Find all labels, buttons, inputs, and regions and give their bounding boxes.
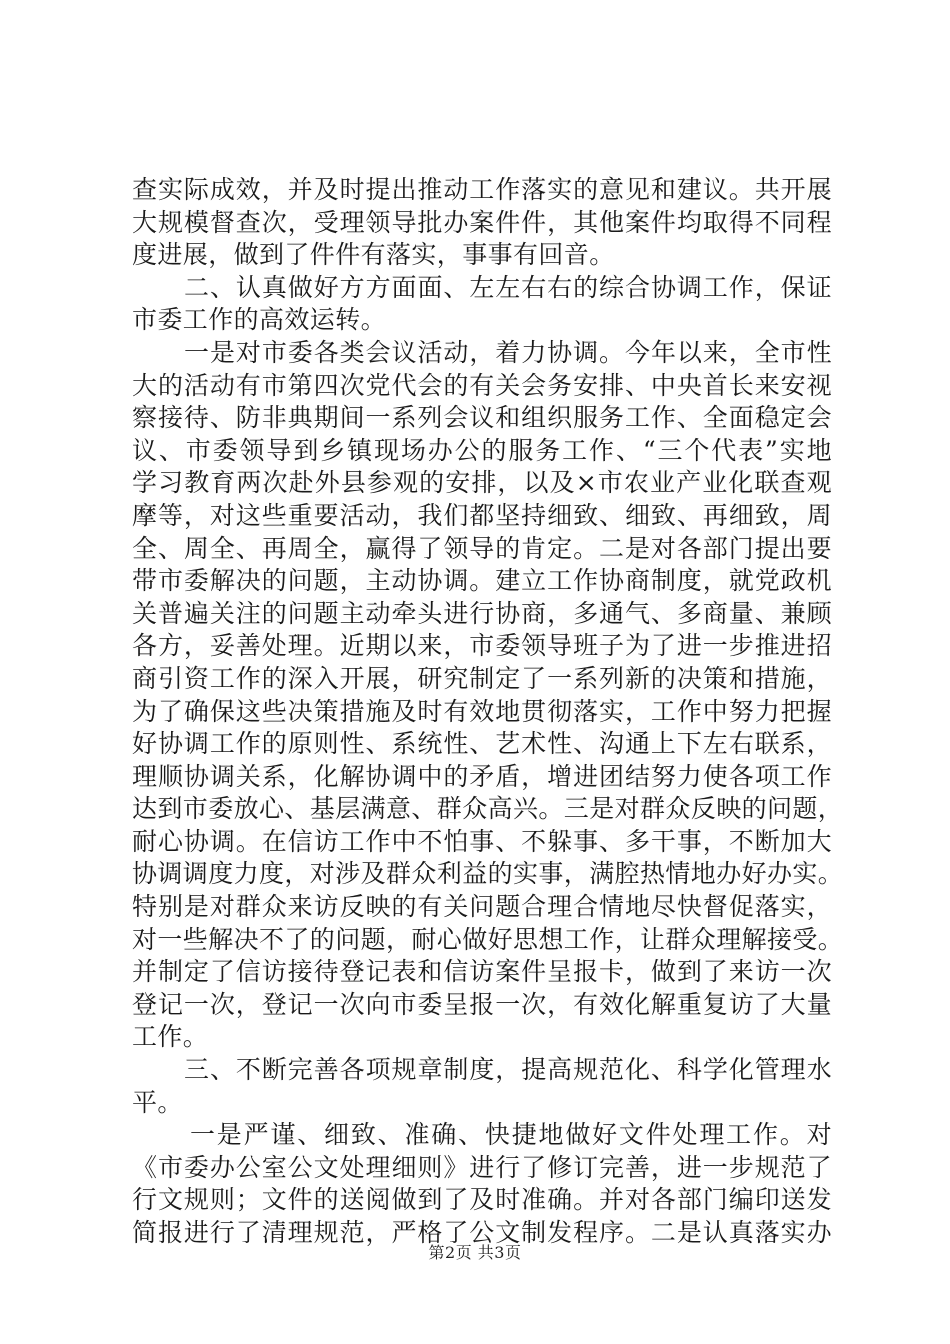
paragraph-line: 大规模督查次，受理领导批办案件件，其他案件均取得不同程 bbox=[132, 207, 832, 237]
paragraph-line: 行文规则；文件的送阅做到了及时准确。并对各部门编印送发 bbox=[132, 1185, 832, 1215]
paragraph-line: 度进展，做到了件件有落实，事事有回音。 bbox=[132, 240, 615, 270]
paragraph-line: 为了确保这些决策措施及时有效地贯彻落实，工作中努力把握 bbox=[132, 696, 832, 726]
paragraph-line: 摩等，对这些重要活动，我们都坚持细致、细致、再细致，周 bbox=[132, 500, 832, 530]
paragraph-line: 理顺协调关系，化解协调中的矛盾，增进团结努力使各项工作 bbox=[132, 761, 832, 791]
section-heading-line: 三、不断完善各项规章制度，提高规范化、科学化管理水 bbox=[184, 1055, 832, 1085]
paragraph-line: 查实际成效，并及时提出推动工作落实的意见和建议。共开展 bbox=[132, 175, 832, 204]
paragraph-line: 学习教育两次赴外县参观的安排，以及×市农业产业化联查观 bbox=[132, 468, 832, 498]
paragraph-line: 商引资工作的深入开展，研究制定了一系列新的决策和措施， bbox=[132, 663, 832, 693]
document-body bbox=[132, 174, 844, 1250]
paragraph-line: 全、周全、再周全，赢得了领导的肯定。二是对各部门提出要 bbox=[132, 533, 832, 563]
paragraph-line: 对一些解决不了的问题，耐心做好思想工作，让群众理解接受。 bbox=[132, 924, 844, 954]
paragraph-line: 达到市委放心、基层满意、群众高兴。三是对群众反映的问题， bbox=[132, 794, 844, 824]
page-number-footer: 第2页 共3页 bbox=[428, 1243, 522, 1262]
paragraph-line: 关普遍关注的问题主动牵头进行协商，多通气、多商量、兼顾 bbox=[132, 598, 832, 628]
section-heading-line: 市委工作的高效运转。 bbox=[132, 305, 387, 335]
paragraph-line: 带市委解决的问题，主动协调。建立工作协商制度，就党政机 bbox=[132, 566, 832, 596]
paragraph-line: 工作。 bbox=[132, 1022, 209, 1052]
paragraph-line: 《市委办公室公文处理细则》进行了修订完善，进一步规范了 bbox=[132, 1152, 832, 1182]
paragraph-line: 登记一次，登记一次向市委呈报一次，有效化解重复访了大量 bbox=[132, 989, 832, 1019]
section-heading-line: 平。 bbox=[132, 1087, 183, 1117]
paragraph-line: 并制定了信访接待登记表和信访案件呈报卡，做到了来访一次 bbox=[132, 957, 832, 987]
paragraph-line: 好协调工作的原则性、系统性、艺术性、沟通上下左右联系， bbox=[132, 729, 832, 759]
paragraph-line: 协调调度力度，对涉及群众利益的实事，满腔热情地办好办实。 bbox=[132, 859, 844, 889]
section-heading-line: 二、认真做好方方面面、左左右右的综合协调工作，保证 bbox=[184, 272, 832, 302]
paragraph-line: 一是对市委各类会议活动，着力协调。今年以来，全市性 bbox=[184, 337, 832, 367]
paragraph-line: 特别是对群众来访反映的有关问题合理合情地尽快督促落实， bbox=[132, 892, 832, 922]
paragraph-line: 议、市委领导到乡镇现场办公的服务工作、“三个代表”实地 bbox=[132, 435, 832, 465]
paragraph-line: 察接待、防非典期间一系列会议和组织服务工作、全面稳定会 bbox=[132, 403, 832, 433]
paragraph-line: 大的活动有市第四次党代会的有关会务安排、中央首长来安视 bbox=[132, 370, 832, 400]
paragraph-line: 简报进行了清理规范，严格了公文制发程序。二是认真落实办 bbox=[132, 1218, 832, 1247]
paragraph-line: 一是严谨、细致、准确、快捷地做好文件处理工作。对 bbox=[190, 1120, 832, 1150]
paragraph-line: 各方，妥善处理。近期以来，市委领导班子为了进一步推进招 bbox=[132, 631, 832, 661]
paragraph-line: 耐心协调。在信访工作中不怕事、不躲事、多干事，不断加大 bbox=[132, 826, 832, 856]
